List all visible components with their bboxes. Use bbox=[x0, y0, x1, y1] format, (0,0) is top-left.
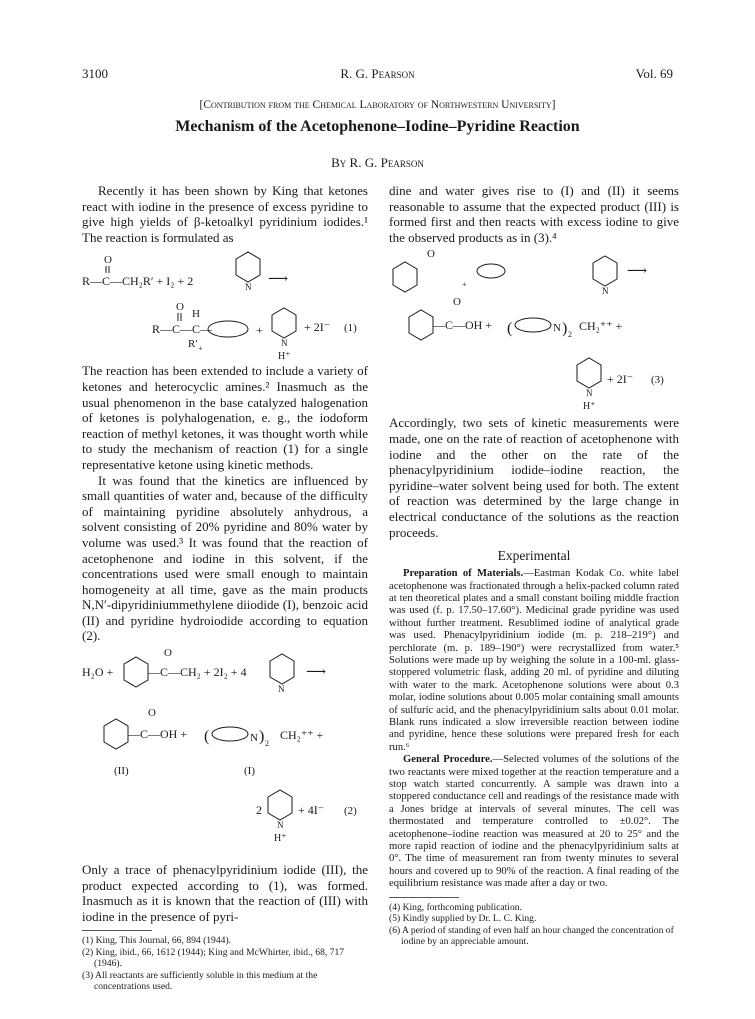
svg-text:N: N bbox=[553, 322, 561, 335]
equation-2 bbox=[82, 644, 368, 862]
svg-text:+ 2I⁻: + 2I⁻ bbox=[304, 320, 331, 335]
svg-text:(I): (I) bbox=[244, 765, 255, 778]
svg-text:N: N bbox=[278, 684, 285, 695]
svg-text:(: ( bbox=[204, 728, 210, 746]
article-title: Mechanism of the Acetophenone–Iodine–Pyridine Reaction bbox=[175, 118, 580, 135]
right-paragraph-1: dine and water gives rise to (I) and (II) it seems reasonable to assume that the expected product (III) is formed first and then reacts with excess iodine to give the observed products as in (3).⁴ bbox=[389, 183, 679, 245]
byline: By R. G. Pearson bbox=[331, 155, 424, 170]
svg-text:O: O bbox=[176, 301, 184, 314]
svg-text:⟶: ⟶ bbox=[627, 264, 648, 280]
volume-label: Vol. 69 bbox=[635, 66, 673, 81]
running-author: R. G. Pearson bbox=[340, 66, 415, 81]
svg-text:N: N bbox=[586, 388, 593, 399]
svg-text:⟶: ⟶ bbox=[306, 665, 327, 681]
left-paragraph-1: Recently it has been shown by King that ketones react with iodine in the presence of excess pyridine to give high yields of β-ketoalkyl pyridinium iodides.¹ The reaction is formulated as bbox=[82, 183, 368, 245]
page-number: 3100 bbox=[82, 66, 108, 81]
svg-text:(2): (2) bbox=[344, 805, 357, 818]
footnote-3: (3) All reactants are sufficiently soluble in this medium at the concentrations used. bbox=[82, 969, 318, 993]
svg-text:⟶: ⟶ bbox=[268, 272, 289, 288]
procedure-paragraph: General Procedure.—Selected volumes of the solutions of the two reactants were mixed together at the reaction temperature and a stop watch started concurrently. A sample was drawn into a stoppered conductance cell and readings of the resistance made with a Jones bridge at intervals of several minutes. The cell was thermostated and temperature controlled to ±0.02°. The acetophenone–iodine reaction was measured at 20 to 25° and the more rapid reaction of iodine and the phenacylpyridinium salts at 0°. The time of measurement ran from twenty minutes to several hours and covered up to 90% of the reaction. A final reading of the equilibrium resistance was made after a day or two. bbox=[389, 754, 679, 890]
svg-text:): ) bbox=[259, 728, 265, 746]
svg-text:H⁺: H⁺ bbox=[583, 401, 596, 413]
left-paragraph-4: Only a trace of phenacylpyridinium iodide (III), the product expected according to (1), was formed. Inasmuch as it is known that the reaction of (III) with iodine in the presence of pyri- bbox=[82, 862, 368, 924]
svg-text:R′: R′ bbox=[188, 338, 198, 351]
svg-text:H₂O +: H₂O + bbox=[82, 665, 114, 680]
right-paragraph-2: Accordingly, two sets of kinetic measurements were made, one on the rate of reaction of acetophenone with iodine and the other on the rate of the phenacylpyridinium iodide–iodine reaction, the pyridine–water solvent being used for both. The extent of reaction was determined by the large change in electrical conductance of the solutions as the reaction proceeds. bbox=[389, 415, 679, 540]
svg-text:+ 2I⁻: + 2I⁻ bbox=[607, 372, 634, 387]
svg-text:O: O bbox=[148, 707, 156, 720]
footnote-rule bbox=[82, 930, 152, 931]
right-column bbox=[389, 183, 679, 947]
svg-text:N: N bbox=[250, 732, 258, 745]
svg-text:2: 2 bbox=[256, 803, 262, 818]
svg-text:H⁺: H⁺ bbox=[274, 833, 287, 845]
svg-text:O: O bbox=[164, 647, 172, 660]
svg-text:+: + bbox=[462, 280, 467, 290]
svg-text:CH₂⁺⁺ +: CH₂⁺⁺ + bbox=[280, 728, 324, 743]
contribution-line: [Contribution from the Chemical Laboratory of Northwestern University] bbox=[199, 99, 556, 111]
svg-text:(1): (1) bbox=[344, 322, 357, 335]
svg-text:CH₂⁺⁺ +: CH₂⁺⁺ + bbox=[579, 319, 623, 334]
svg-text:R—C—C—: R—C—C— bbox=[152, 322, 213, 337]
svg-text:—C—OH +: —C—OH + bbox=[128, 727, 188, 742]
section-heading-experimental: Experimental bbox=[497, 548, 571, 564]
svg-text:R—C—CH₂R′ + I₂ + 2: R—C—CH₂R′ + I₂ + 2 bbox=[82, 274, 194, 289]
svg-text:—C—OH +: —C—OH + bbox=[433, 318, 493, 333]
svg-text:2: 2 bbox=[265, 739, 269, 749]
svg-text:—C—CH₂ + 2I₂ + 4: —C—CH₂ + 2I₂ + 4 bbox=[148, 665, 247, 680]
svg-text:+: + bbox=[198, 344, 203, 354]
svg-text:O: O bbox=[453, 296, 461, 309]
svg-text:N: N bbox=[245, 282, 252, 293]
svg-text:N: N bbox=[602, 286, 609, 297]
svg-text:+ 4I⁻: + 4I⁻ bbox=[298, 803, 325, 818]
svg-text:O: O bbox=[427, 248, 435, 261]
svg-text:+: + bbox=[256, 323, 263, 338]
footnote-rule-right bbox=[389, 897, 459, 898]
svg-text:(: ( bbox=[507, 320, 513, 338]
svg-text:(3): (3) bbox=[651, 374, 664, 387]
svg-text:): ) bbox=[562, 320, 568, 338]
materials-paragraph: Preparation of Materials.—Eastman Kodak Co. white label acetophenone was fractionated through a helix-packed column rated at ten theoretical plates and a small constant boiling middle fraction was used (f. p. 17.50–17.60°). Medicinal grade pyridine was used without further treatment. Resublimed iodine of analytical grade was used. Phenacylpyridinium iodide (m. p. 218–219°) and perchlorate (m. p. 189–190°) were recrystallized from water.⁵ Solutions were made up by weighing the solute in a 100-ml. glass-stoppered volumetric flask, adding 20 ml. of pyridine and diluting with water to the mark. Acetophenone solutions were about 0.3 molar, iodine solutions about 0.005 molar containing small amounts of sulfuric acid, and the phenacylpyridinium salts about 0.01 molar. Blank runs indicated a slow irreversible reaction between iodine and pyridine, hence these solutions were prepared fresh for each run.⁶ bbox=[389, 568, 680, 753]
svg-text:O: O bbox=[104, 254, 112, 267]
svg-text:N: N bbox=[277, 820, 284, 831]
svg-text:H⁺: H⁺ bbox=[278, 351, 291, 363]
footnote-2: (2) King, ibid., 66, 1612 (1944); King and McWhirter, ibid., 68, 717 (1946). bbox=[82, 946, 345, 970]
svg-text:2: 2 bbox=[568, 330, 572, 340]
footnote-4: (4) King, forthcoming publication. bbox=[389, 901, 522, 913]
svg-text:(II): (II) bbox=[114, 765, 129, 778]
left-paragraph-2: The reaction has been extended to include a variety of ketones and heterocyclic amines.² Inasmuch as the usual phenomenon in the base catalyzed halogenation of ketones is polyhalogenation, e. g., the iodoform reaction of methyl ketones, it was thought worth while to study the mechanism of reaction (1) for a single representative ketone using kinetic methods. bbox=[82, 363, 368, 472]
footnote-1: (1) King, This Journal, 66, 894 (1944). bbox=[82, 935, 232, 947]
footnote-5: (5) Kindly supplied by Dr. L. C. King. bbox=[389, 913, 537, 925]
equation-1 bbox=[82, 245, 368, 363]
left-column bbox=[82, 183, 368, 992]
left-paragraph-3: It was found that the kinetics are influenced by small quantities of water and, because of the difficulty of maintaining pyridine absolutely anhydrous, a solvent consisting of 20% pyridine and 80% water by volume was used.³ It was found that the reaction of acetophenone and iodine in this solvent, if the concentrations used were small enough to maintain homogeneity at all time, gave as the main products N,N′-dipyridiniummethylene diiodide (I), benzoic acid (II) and pyridine hydroiodide according to equation (2). bbox=[82, 472, 368, 644]
svg-text:H: H bbox=[192, 308, 200, 321]
footnote-6: (6) A period of standing of even half an hour changed the concentration of iodine by an appreciable amount. bbox=[389, 924, 674, 947]
svg-text:N: N bbox=[281, 338, 288, 349]
equation-3 bbox=[389, 245, 679, 415]
